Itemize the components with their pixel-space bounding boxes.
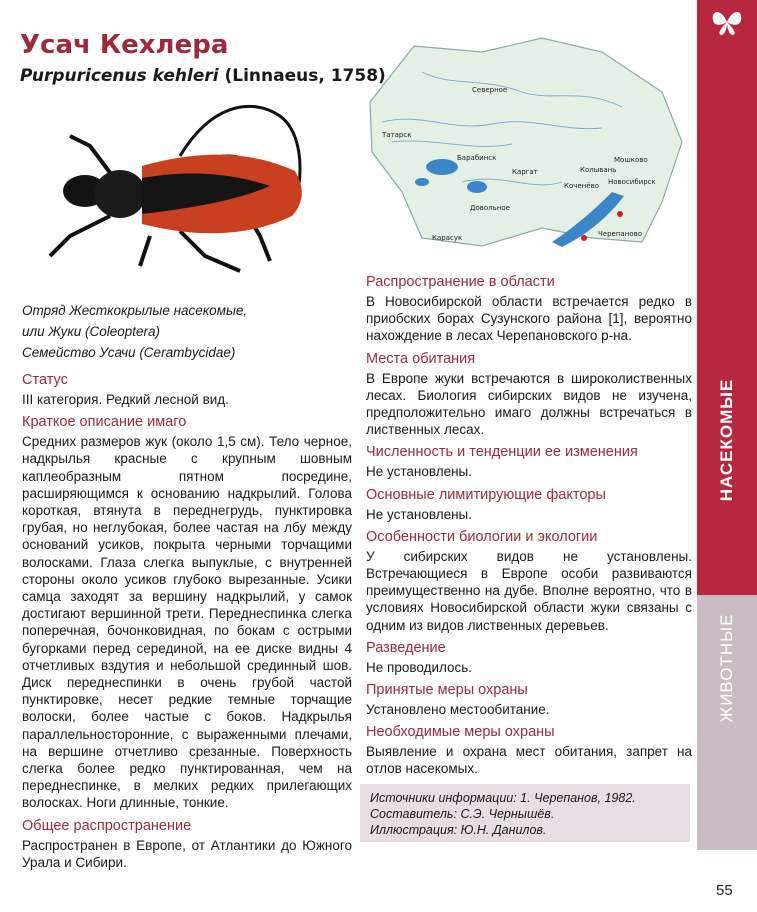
section-text: У сибирских видов не установлены. Встречающиеся в Европе особи развиваются преимущественно на дубе. Вполне вероятно, что в условиях Новосибирской области жуки связаны с одним из видов лиственных деревьев. xyxy=(366,548,692,633)
map-city-label: Кочeнёво xyxy=(564,182,599,190)
map-city-label: Карасук xyxy=(432,234,463,242)
map-city-label: Северное xyxy=(472,86,508,94)
sources-box xyxy=(360,784,690,842)
section-text: Установлено местообитание. xyxy=(366,702,550,718)
record-point xyxy=(617,211,623,217)
section-heading: Особенности биологии и экологии xyxy=(366,528,598,545)
section-heading: Распространение в области xyxy=(366,274,555,290)
section-text: III категория. Редкий лесной вид. xyxy=(22,392,229,407)
taxonomy-line: Семейство Усачи (Cerambycidae) xyxy=(22,345,236,360)
section-text: Не установлены. xyxy=(366,464,473,480)
sidebar-section-label: НАСЕКОМЫЕ xyxy=(717,378,736,502)
record-point xyxy=(581,235,587,241)
right-column xyxy=(366,268,692,778)
source-line: Источники информации: 1. Черепанов, 1982. xyxy=(370,791,636,805)
taxonomy-block xyxy=(22,300,352,363)
section-text: Выявление и охрана мест обитания, запрет на отлов насекомых. xyxy=(366,744,692,777)
map-city-label: Каргат xyxy=(512,168,538,176)
latin-name xyxy=(20,66,386,86)
section-heading: Места обитания xyxy=(366,350,476,367)
map-city-label: Татарск xyxy=(382,131,412,139)
section-heading: Необходимые меры охраны xyxy=(366,724,555,741)
butterfly-icon xyxy=(711,8,743,36)
source-line: Составитель: С.Э. Чернышёв. xyxy=(370,807,555,821)
taxonomy-line: Отряд Жесткокрылые насекомые, xyxy=(22,303,248,318)
section-heading: Численность и тенденции ее изменения xyxy=(366,444,638,461)
map-city-label: Черепаново xyxy=(598,230,642,238)
map-city-label: Новосибирск xyxy=(608,178,656,186)
left-column xyxy=(22,366,352,871)
section-heading: Принятые меры охраны xyxy=(366,682,528,699)
latin-author: (Linnaeus, 1758) xyxy=(224,66,386,86)
sidebar-category-label: ЖИВОТНЫЕ xyxy=(717,613,736,723)
section-heading: Общее распространение xyxy=(22,817,192,834)
section-text: Не проводилось. xyxy=(366,659,473,675)
section-text: Средних размеров жук (около 1,5 см). Тело черное, надкрылья красные с крупным шовным каплеобразным пятном посредине, расширяющимся к основанию надкрылий. Голова короткая, втянута в переднегрудь, пунктировка грубая, но неглубокая, более частая на лбу между оснований усиков, покрыта черными торчащими волосками. Глаза слегка выпуклые, с внутренней стороны около усиков глубоко вырезанные. Усики самца заходят за вершину надкрылий, у самок достигают вершинной трети. Переднеспинка слегка поперечная, бочонковидная, по бокам с острыми бугорками перед серединой, на ее диске видны 4 отчетливых вздутия и небольшой срединный шов. Диск переднеспинки в очень грубой частой пунктировке, несет редкие темные торчащие волоски, более частые с боков. Надкрылья параллельносторонние, с выраженными плечами, на вершине отчетливо срезанные. Поверхность слегка более редко пунктированная, чем на переднеспинке, в мелких редких прилегающих волосках. Ноги длинные, тонкие. xyxy=(22,434,352,811)
sidebar-accent xyxy=(697,0,757,595)
sidebar xyxy=(697,0,757,912)
section-heading: Разведение xyxy=(366,639,446,656)
section-text: Распространен в Европе, от Атлантики до Южного Урала и Сибири. xyxy=(22,837,352,870)
page-title: Усач Кехлера xyxy=(20,30,229,60)
distribution-map xyxy=(362,32,692,268)
page-number: 55 xyxy=(716,882,733,899)
map-city-label: Барабинск xyxy=(457,154,497,162)
section-text: В Европе жуки встречаются в широколиственных лесах. Биология сибирских видов не изучена, предположительно имаго должны встречаться в лиственных лесах. xyxy=(366,370,692,438)
beetle-illustration xyxy=(30,86,330,286)
map-city-label: Мошково xyxy=(614,156,648,164)
map-city-label: Колывань xyxy=(580,166,617,174)
section-heading: Краткое описание имаго xyxy=(22,414,187,431)
source-line: Иллюстрация: Ю.Н. Данилов. xyxy=(370,823,547,837)
section-heading: Основные лимитирующие факторы xyxy=(366,486,606,503)
section-text: В Новосибирской области встречается редко в приобских борах Сузунского района [1], вероятно нахождение в лесах Черепановского р-на. xyxy=(366,294,692,344)
section-text: Не установлены. xyxy=(366,506,473,522)
sidebar-footer xyxy=(697,850,757,912)
taxonomy-line: или Жуки (Coleoptera) xyxy=(22,324,161,339)
section-heading: Статус xyxy=(22,372,68,388)
map-city-label: Довольное xyxy=(470,204,510,212)
latin-binomial: Purpuricenus kehleri xyxy=(20,66,219,86)
